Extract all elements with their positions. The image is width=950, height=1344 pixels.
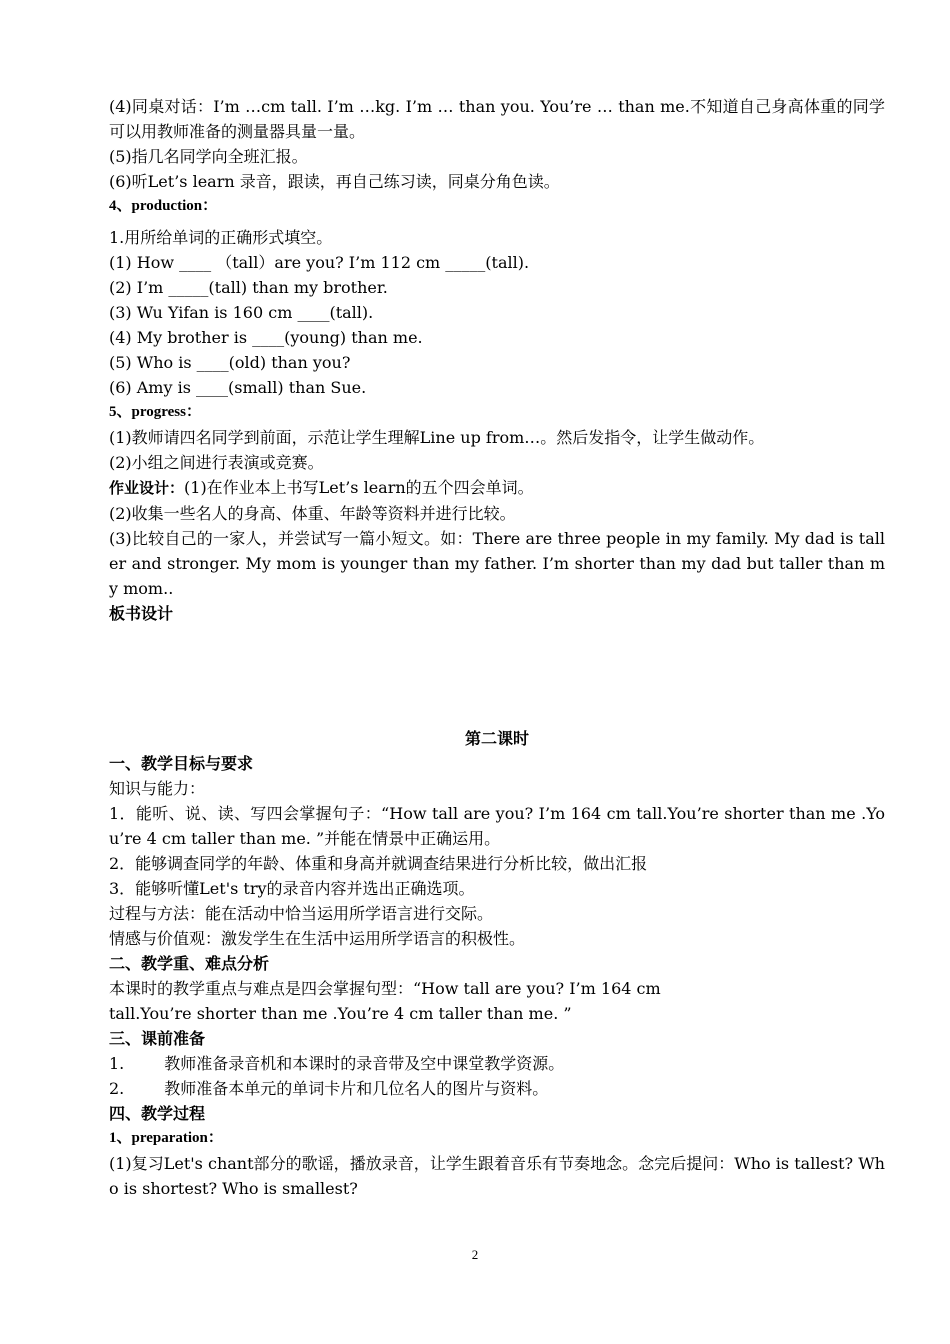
paragraph-report: (5)指几名同学向全班汇报。 (109, 147, 308, 166)
homework-line: (3)比较自己的一家人，并尝试写一篇小短文。如：There are three people in my family. My dad is taller and stronger. My mom is younger than my father. I’m shorter than my dad but taller than my mom.. (109, 529, 885, 598)
prep-item-text: 教师准备本单元的单词卡片和几位名人的图片与资料。 (164, 1079, 549, 1098)
section-subheading: 知识与能力： (109, 779, 206, 798)
page-content (109, 94, 885, 1201)
homework-first: (1)在作业本上书写Let’s learn的五个四会单词。 (184, 478, 534, 497)
goal-line: 3．能够听懂Let's try的录音内容并选出正确选项。 (109, 879, 475, 898)
board-design-heading: 板书设计 (109, 604, 174, 623)
prep-item-number: 2. (109, 1079, 125, 1098)
production-heading: 4、production： (109, 198, 218, 214)
exercise-item: (2) I’m _____(tall) than my brother. (109, 278, 388, 297)
goal-line: 2．能够调查同学的年龄、体重和身高并就调查结果进行分析比较，做出汇报 (109, 854, 648, 873)
prep-item (109, 1051, 885, 1076)
exercise-item: (5) Who is ____(old) than you? (109, 353, 351, 372)
section-heading-goals: 一、教学目标与要求 (109, 754, 254, 773)
exercise-item: (3) Wu Yifan is 160 cm ____(tall). (109, 303, 374, 322)
homework-line: (2)收集一些名人的身高、体重、年龄等资料并进行比较。 (109, 504, 516, 523)
exercise-item: (6) Amy is ____(small) than Sue. (109, 378, 367, 397)
exercise-title: 1.用所给单词的正确形式填空。 (109, 228, 333, 247)
progress-line: (1)教师请四名同学到前面，示范让学生理解Line up from…。然后发指令，让学生做动作。 (109, 428, 765, 447)
exercise-item: (4) My brother is ____(young) than me. (109, 328, 423, 347)
preparation-subheading: 1、preparation： (109, 1130, 223, 1146)
goal-line: 情感与价值观：激发学生在生活中运用所学语言的积极性。 (109, 929, 526, 948)
page-number: 2 (471, 1247, 479, 1262)
progress-line: (2)小组之间进行表演或竞赛。 (109, 453, 324, 472)
lesson-two-title: 第二课时 (464, 729, 529, 748)
paragraph-pair-dialogue: (4)同桌对话：I’m …cm tall. I’m …kg. I’m … than you. You’re … than me.不知道自己身高体重的同学可以用教师准备的测量器具量一量。 (109, 97, 885, 141)
key-point-line: tall.You’re shorter than me .You’re 4 cm taller than me. ” (109, 1004, 572, 1023)
prep-item-text: 教师准备录音机和本课时的录音带及空中课堂教学资源。 (164, 1054, 565, 1073)
section-heading-key-points: 二、教学重、难点分析 (109, 954, 270, 973)
homework-line (109, 475, 885, 501)
process-line: (1)复习Let's chant部分的歌谣，播放录音，让学生跟着音乐有节奏地念。念完后提问：Who is tallest? Who is shortest? Who is smallest? (109, 1154, 885, 1198)
exercise-item: (1) How ____ （tall）are you? I’m 112 cm _____(tall). (109, 253, 530, 272)
key-point-line: 本课时的教学重点与难点是四会掌握句型：“How tall are you? I’m 164 cm (109, 979, 661, 998)
paragraph-listen: (6)听Let’s learn 录音，跟读，再自己练习读，同桌分角色读。 (109, 172, 560, 191)
goal-line: 1．能听、说、读、写四会掌握句子：“How tall are you? I’m 164 cm tall.You’re shorter than me .You’re 4 cm taller than me. ”并能在情景中正确运用。 (109, 804, 885, 848)
progress-heading: 5、progress： (109, 404, 201, 420)
prep-item-number: 1. (109, 1054, 125, 1073)
goal-line: 过程与方法：能在活动中恰当运用所学语言进行交际。 (109, 904, 494, 923)
homework-label: 作业设计： (109, 479, 185, 497)
section-heading-preparation: 三、课前准备 (109, 1029, 206, 1048)
section-heading-process: 四、教学过程 (109, 1104, 206, 1123)
prep-item (109, 1076, 885, 1101)
